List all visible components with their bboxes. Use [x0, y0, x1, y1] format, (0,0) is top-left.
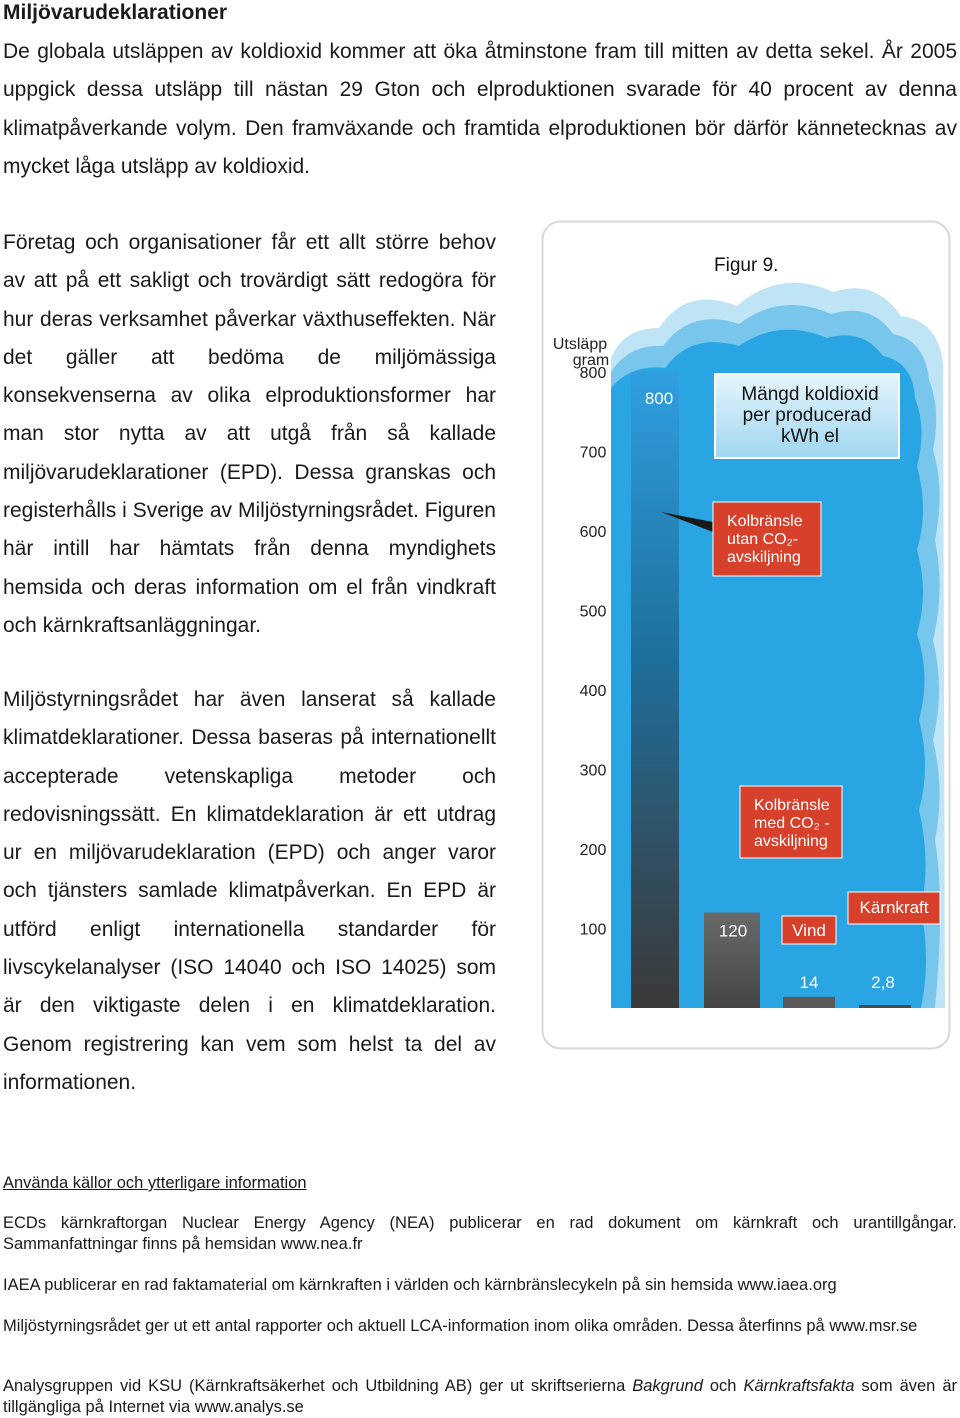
source-item-iaea: IAEA publicerar en rad faktamaterial om kärnkraften i världen och kärnbränslecykeln på sin hemsida www.iaea.org [3, 1276, 837, 1294]
figure-title-line-3: kWh el [780, 426, 840, 447]
source-ksu-text-a: Analysgruppen vid KSU (Kärnkraftsäkerhet och Utbildning AB) ger ut skriftserierna [3, 1377, 633, 1395]
y-tick-label: 500 [579, 603, 607, 621]
svg-text:Kolbränsle: Kolbränsle [727, 513, 803, 530]
svg-text:avskiljning: avskiljning [727, 549, 801, 566]
bar [631, 372, 679, 1008]
bar-value-label: 800 [644, 389, 674, 408]
bar [783, 997, 835, 1008]
source-ksu-series-bakgrund: Bakgrund [632, 1377, 703, 1395]
source-ksu-series-karnkraftsfakta: Kärnkraftsfakta [743, 1377, 855, 1395]
bar-value-label: 120 [718, 921, 748, 941]
svg-text:utan CO₂-: utan CO₂- [727, 531, 799, 548]
intro-paragraph: De globala utsläppen av koldioxid kommer att öka åtminstone fram till mitten av detta sekel. År 2005 uppgick dessa utsläpp till nästan 29 Gton och elproduktionen svarade för 40 procent av denna klimatpåverkande volym. Den framväxande och framtida elproduktionen bör därför kännetecknas av mycket låga utsläpp av koldioxid. [3, 40, 957, 178]
y-axis-label-line-2: gram [572, 352, 610, 369]
bar [859, 1005, 911, 1008]
y-tick-label: 300 [579, 762, 607, 780]
y-tick-label: 700 [579, 444, 607, 462]
co2-emissions-figure [541, 220, 953, 1052]
figure-title-line-2: per producerad [742, 405, 872, 426]
y-tick-label: 800 [579, 365, 607, 382]
svg-text:avskiljning: avskiljning [754, 833, 828, 850]
bar-value-label: 2,8 [871, 973, 895, 992]
figure-title-line-1: Mängd koldioxid [741, 384, 879, 405]
source-item-nea: ECDs kärnkraftorgan Nuclear Energy Agency (NEA) publicerar en rad dokument om kärnkraft och urantillgångar. Sammanfattningar finns på hemsidan www.nea.fr [3, 1214, 957, 1253]
y-tick-label: 100 [579, 921, 607, 939]
source-ksu-text-c: som även är tillgängliga på Internet via www.analys.se [3, 1377, 957, 1416]
svg-text:Kärnkraft: Kärnkraft [859, 898, 929, 917]
body-paragraph-2: Miljöstyrningsrådet har även lanserat så kallade klimatdeklarationer. Dessa baseras på internationellt accepterade vetenskapliga metoder och redovisningssätt. En klimatdeklaration är ett utdrag ur en miljövarudeklaration (EPD) och anger varor och tjänsters samlade klimatpåverkan. En EPD är utförd enligt internationella standarder för livscykelanalyser (ISO 14040 och ISO 14025) som är den viktigaste delen i en klimatdeklaration. Genom registrering kan vem som helst ta del av informationen. [3, 688, 496, 1094]
svg-text:med CO₂ -: med CO₂ - [754, 815, 830, 832]
page-heading: Miljövarudeklarationer [3, 1, 228, 24]
svg-text:Vind: Vind [792, 921, 826, 940]
body-paragraph-1: Företag och organisationer får ett allt större behov av att på ett sakligt och trovärdigt sätt redogöra för hur deras verksamhet påverkar växthuseffekten. När det gäller att bedöma de miljömässiga konsekvenserna av olika elproduktionsformer har man stor nytta av att utgå från så kallade miljövarudeklarationer (EPD). Dessa granskas och registerhålls i Sverige av Miljöstyrningsrådet. Figuren här intill har hämtats från denna myndighets hemsida och deras information om el från vindkraft och kärnkraftsanläggningar. [3, 231, 496, 637]
y-tick-label: 200 [579, 842, 607, 859]
label-coal-with-capture [740, 786, 842, 858]
y-tick-label: 400 [579, 683, 607, 700]
source-item-msr: Miljöstyrningsrådet ger ut ett antal rapporter och aktuell LCA-information inom olika områden. Dessa återfinns på www.msr.se [3, 1317, 918, 1335]
sources-heading: Använda källor och ytterligare information [3, 1174, 307, 1192]
y-axis-label-line-1: Utsläpp [552, 336, 608, 353]
source-ksu-text-b: och [702, 1377, 744, 1395]
figure-title-box [715, 374, 899, 458]
bar-value-label: 14 [799, 973, 819, 992]
y-tick-label: 600 [579, 524, 607, 541]
source-item-ksu [3, 1376, 957, 1417]
label-coal-without-capture [713, 502, 821, 576]
label-wind [782, 916, 836, 944]
svg-text:Kolbränsle: Kolbränsle [754, 797, 830, 814]
figure-caption: Figur 9. [714, 255, 779, 276]
label-nuclear [848, 892, 940, 924]
